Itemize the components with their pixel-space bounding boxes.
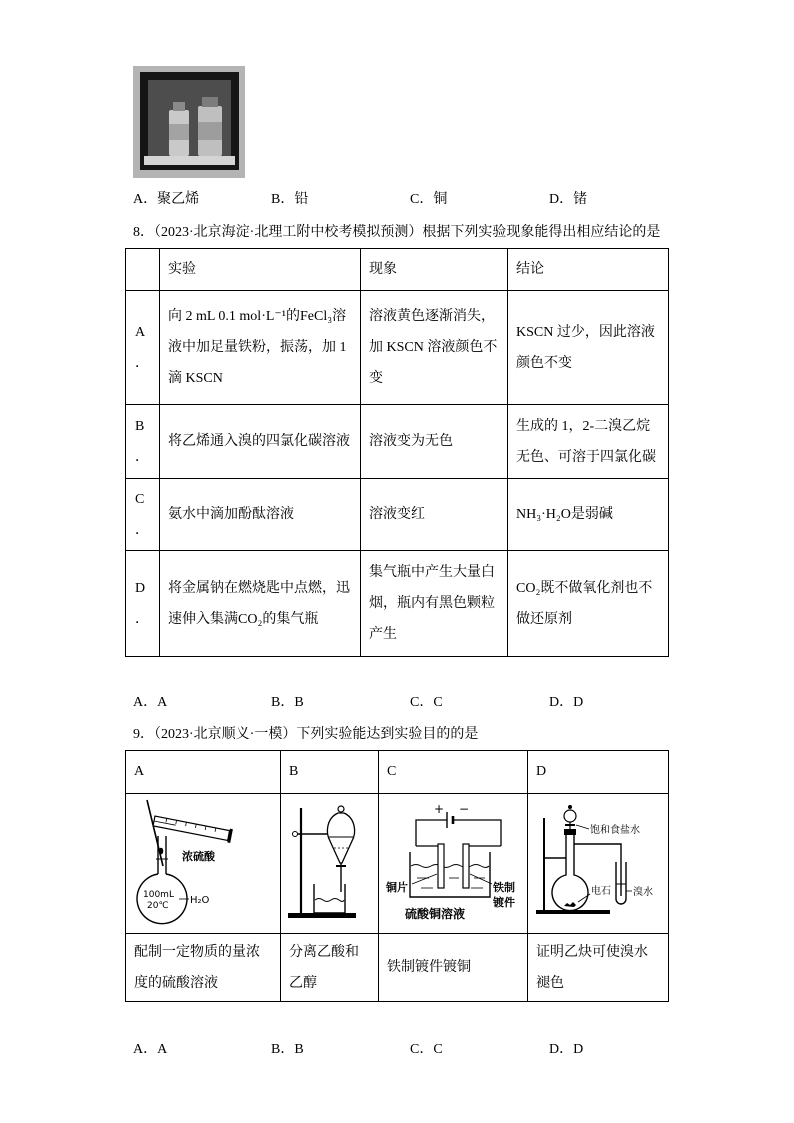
label-leader-line xyxy=(470,874,492,884)
apparatus-a-diagram xyxy=(126,796,278,932)
round-bottom-flask xyxy=(552,829,588,911)
q8-option-a[interactable]: A．A xyxy=(133,695,168,710)
q8-header-phenomenon: 现象 xyxy=(361,249,508,291)
solid-label: 电石 xyxy=(591,885,611,897)
apparatus-d-diagram xyxy=(528,796,667,932)
photo-image xyxy=(133,66,245,178)
cathode-label-line-1: 铁制 xyxy=(493,880,515,894)
q9-header-d: D xyxy=(528,751,669,794)
row-label-cell xyxy=(126,479,160,551)
graduated-cylinder xyxy=(153,814,233,843)
experiment-cell: 氨水中滴加酚酞溶液 xyxy=(160,479,361,551)
q9-options xyxy=(0,1041,794,1059)
row-label: B． xyxy=(135,418,149,465)
flask-temp-label: 20℃ xyxy=(147,900,169,911)
q9-table xyxy=(125,750,669,1002)
q8-stem: 8．（2023·北京海淀·北理工附中校考模拟预测）根据下列实验现象能得出相应结论的是 xyxy=(133,225,661,240)
q9-header-c: C xyxy=(379,751,528,794)
q7-option-b[interactable]: B．铅 xyxy=(271,192,309,207)
conclusion-cell: KSCN 过少，因此溶液颜色不变 xyxy=(508,291,669,405)
separatory-funnel xyxy=(327,806,354,892)
experiment-cell: 将金属钠在燃烧匙中点燃，迅速伸入集满CO₂的集气瓶 xyxy=(160,551,361,657)
q8-option-b[interactable]: B．B xyxy=(271,695,304,710)
q7-option-c[interactable]: C．铜 xyxy=(410,192,448,207)
row-label: A． xyxy=(135,324,149,371)
q7-options xyxy=(0,191,794,209)
conclusion-cell: 生成的 1，2-二溴乙烷无色、可溶于四氯化碳 xyxy=(508,405,669,479)
copper-electrode xyxy=(438,844,444,888)
negative-terminal-label: − xyxy=(459,801,470,816)
cathode-label-line-2: 镀件 xyxy=(493,895,515,909)
apparatus-b-cell xyxy=(281,794,379,934)
experiment-cell: 向 2 mL 0.1 mol·L⁻¹的FeCl₃溶液中加足量铁粉，振荡，加 1 滴 KSCN xyxy=(160,291,361,405)
row-label-cell xyxy=(126,551,160,657)
row-label-cell xyxy=(126,291,160,405)
label-leader-line xyxy=(412,874,437,884)
q9-option-d[interactable]: D．D xyxy=(549,1042,584,1057)
q8-options xyxy=(0,694,794,712)
q9-header-b: B xyxy=(281,751,379,794)
experiment-cell: 将乙烯通入溴的四氯化碳溶液 xyxy=(160,405,361,479)
positive-terminal-label: + xyxy=(434,801,445,816)
q8-option-d[interactable]: D．D xyxy=(549,695,584,710)
apparatus-d-cell xyxy=(528,794,669,934)
trap-label: 溴水 xyxy=(633,886,653,898)
dropping-funnel xyxy=(564,805,576,832)
purpose-c: 铁制镀件镀铜 xyxy=(379,934,528,1002)
glass-rod xyxy=(147,800,163,866)
q9-option-c[interactable]: C．C xyxy=(410,1042,443,1057)
q9-apparatus-row xyxy=(126,794,669,934)
question-7-photo xyxy=(133,66,245,178)
purpose-d: 证明乙炔可使溴水褪色 xyxy=(528,934,669,1002)
q8-header-conclusion: 结论 xyxy=(508,249,669,291)
conclusion-cell: CO₂既不做氧化剂也不做还原剂 xyxy=(508,551,669,657)
q9-option-a[interactable]: A．A xyxy=(133,1042,168,1057)
funnel-liquid-label: 饱和食盐水 xyxy=(590,824,640,836)
purpose-b: 分离乙酸和乙醇 xyxy=(281,934,379,1002)
q7-option-a[interactable]: A．聚乙烯 xyxy=(133,192,200,207)
anode-label: 铜片 xyxy=(386,880,408,894)
table-row xyxy=(126,405,669,479)
photo-ledge xyxy=(144,156,235,165)
phenomenon-cell: 集气瓶中产生大量白烟，瓶内有黑色颗粒产生 xyxy=(361,551,508,657)
iron-electrode xyxy=(463,844,469,888)
q9-purpose-row xyxy=(126,934,669,1002)
phenomenon-cell: 溶液黄色逐渐消失，加 KSCN 溶液颜色不变 xyxy=(361,291,508,405)
q8-header-row xyxy=(126,249,669,291)
solvent-label: H₂O xyxy=(190,894,210,906)
electrolyte-label: 硫酸铜溶液 xyxy=(405,906,466,921)
conclusion-cell: NH₃·H₂O是弱碱 xyxy=(508,479,669,551)
wire xyxy=(416,820,501,846)
phenomenon-cell: 溶液变红 xyxy=(361,479,508,551)
purpose-a: 配制一定物质的量浓度的硫酸溶液 xyxy=(126,934,281,1002)
reagent-label: 浓硫酸 xyxy=(182,849,215,863)
table-row xyxy=(126,291,669,405)
q9-header-row xyxy=(126,751,669,794)
apparatus-c-cell xyxy=(379,794,528,934)
row-label-cell xyxy=(126,405,160,479)
apparatus-b-diagram xyxy=(281,796,377,932)
q8-option-c[interactable]: C．C xyxy=(410,695,443,710)
table-row xyxy=(126,479,669,551)
flask-volume-label: 100mL xyxy=(143,889,174,900)
row-label: C． xyxy=(135,491,149,538)
q9-option-b[interactable]: B．B xyxy=(271,1042,304,1057)
q8-header-experiment: 实验 xyxy=(160,249,361,291)
bottle-left xyxy=(169,102,189,156)
battery xyxy=(447,812,453,828)
beaker xyxy=(410,852,490,897)
label-leader-line xyxy=(576,825,589,829)
apparatus-a-cell xyxy=(126,794,281,934)
q8-header-label xyxy=(126,249,160,291)
table-row xyxy=(126,551,669,657)
row-label: D． xyxy=(135,580,149,627)
phenomenon-cell: 溶液变为无色 xyxy=(361,405,508,479)
q9-stem: 9．（2023·北京顺义·一模）下列实验能达到实验目的的是 xyxy=(133,727,479,742)
apparatus-c-diagram xyxy=(379,796,526,932)
q8-table xyxy=(125,248,669,657)
q9-header-a: A xyxy=(126,751,281,794)
q7-option-d[interactable]: D．锗 xyxy=(549,192,588,207)
